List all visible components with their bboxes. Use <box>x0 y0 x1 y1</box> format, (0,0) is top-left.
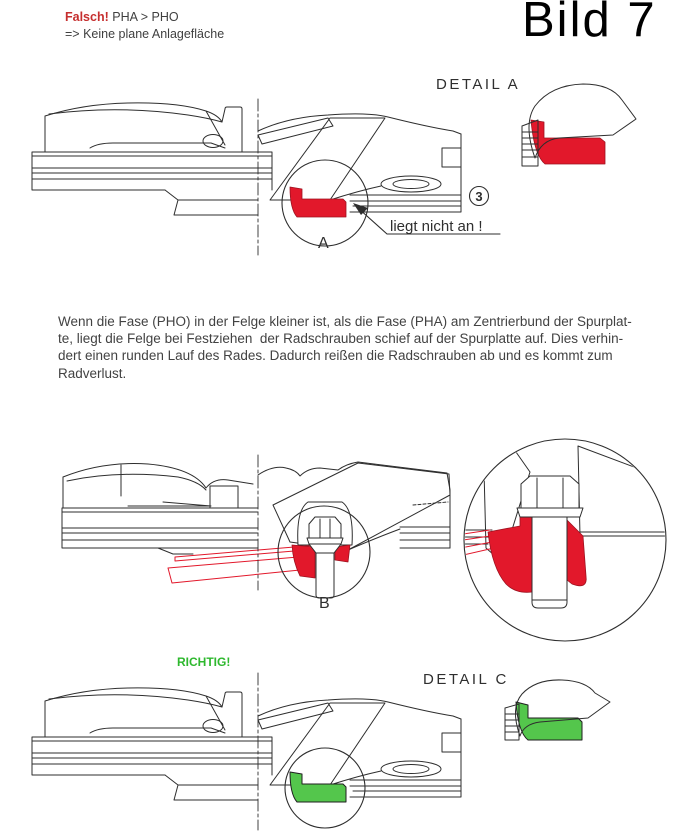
warning-line-2: => Keine plane Anlagefläche <box>65 26 225 41</box>
gap-highlight-red <box>488 516 532 592</box>
warning-word: Falsch! <box>65 10 109 24</box>
warning-note <box>65 9 224 42</box>
gap-highlight-red <box>531 120 605 164</box>
spacer-cross-section <box>258 114 461 212</box>
figure-c-drawing <box>28 668 478 840</box>
circled-number-3 <box>470 187 489 206</box>
body-paragraph <box>58 313 632 382</box>
spacer-hatch <box>270 703 385 785</box>
callout-leader <box>353 203 500 235</box>
gap-highlight-red <box>292 545 315 578</box>
view-label-b: B <box>319 595 330 612</box>
paragraph-line: te, liegt die Felge bei Festziehen der Radschrauben schief auf der Spurplatte auf. Dies verhin- <box>58 331 624 347</box>
detail-c-label: DETAIL C <box>423 671 509 688</box>
svg-text:3: 3 <box>475 189 483 204</box>
rim-steps <box>450 530 494 558</box>
spacer-cross-section <box>258 462 450 550</box>
warning-line-1 <box>65 9 224 26</box>
spacer-cross-section <box>258 699 461 797</box>
figure-b-drawing <box>28 450 478 620</box>
figure-a-drawing <box>28 95 488 260</box>
page-title: Bild 7 <box>522 0 657 47</box>
detail-a-drawing <box>515 78 674 190</box>
spacer-hatch <box>270 118 385 200</box>
figure-b-detail-drawing <box>450 432 674 640</box>
leader-arrowhead <box>353 203 368 215</box>
wheel-cross-section <box>62 464 258 554</box>
paragraph-line: Radverlust. <box>58 365 127 381</box>
paragraph-line: Wenn die Fase (PHO) in der Felge kleiner ist, als die Fase (PHA) am Zentrierbund der Spurplat- <box>58 314 632 329</box>
detail-a-label: DETAIL A <box>436 76 521 93</box>
detail-c-drawing <box>492 678 627 788</box>
richtig-label: RICHTIG! <box>177 655 231 669</box>
gap-highlight-red <box>567 520 586 586</box>
wheel-cross-section <box>32 103 258 215</box>
warning-rest: PHA > PHO <box>108 10 179 24</box>
callout-liegt-nicht-an: liegt nicht an ! <box>390 218 483 235</box>
wheel-cross-section <box>32 688 258 800</box>
fit-highlight-green <box>290 772 346 802</box>
view-label-a: A <box>318 235 329 252</box>
paragraph-line: dert einen runden Lauf des Rades. Dadurch reißen die Radschrauben ab und es kommt zum <box>58 348 613 364</box>
gap-highlight-red <box>290 187 346 217</box>
